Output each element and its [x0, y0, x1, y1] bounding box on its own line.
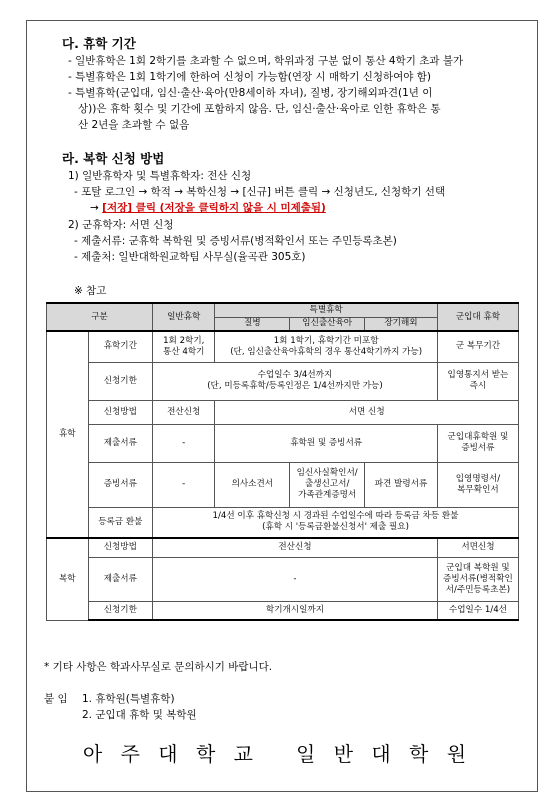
attachment-1: 1. 휴학원(특별휴학) [82, 693, 175, 705]
return-docs-main: - [153, 557, 438, 601]
method-general: 전산신청 [153, 400, 215, 424]
method-special: 서면 신청 [215, 400, 519, 424]
attachment-label: 붙 임 [44, 693, 68, 705]
docs-military: 군입대휴학원 및 증빙서류 [437, 424, 518, 462]
arrow: → [90, 202, 99, 214]
return-method-military: 서면신청 [437, 538, 518, 557]
return-label-docs: 제출서류 [88, 557, 152, 601]
return-line-1: 1) 일반휴학자 및 특별휴학자: 전산 신청 [68, 170, 252, 182]
header-overseas: 장기해외 [365, 317, 438, 331]
evidence-disease: 의사소견서 [215, 462, 290, 507]
return-line-4: 2) 군휴학자: 서면 신청 [68, 219, 174, 231]
header-general: 일반휴학 [153, 303, 215, 331]
row-label-method: 신청방법 [88, 400, 152, 424]
deadline-military: 입영통지서 받는 즉시 [437, 362, 518, 400]
return-line-2: - 포탈 로그인 → 학적 → 복학신청 → [신규] 버튼 클릭 → 신청년도, 신청학기 선택 [74, 186, 446, 198]
return-label-method: 신청방법 [88, 538, 152, 557]
period-military: 군 복무기간 [437, 331, 518, 362]
return-deadline-main: 학기개시일까지 [153, 601, 438, 620]
leave-period-line-4: 상))은 휴학 횟수 및 기간에 포함하지 않음. 단, 임신·출산·육아로 인한 휴학은 통 [78, 103, 441, 115]
row-label-deadline: 신청기한 [88, 362, 152, 400]
return-docs-military: 군입대 복학원 및 증빙서류(병적확인 서/주민등록초본) [437, 557, 518, 601]
save-warning: [저장] 클릭 (저장을 클릭하지 않을 시 미제출됨) [102, 202, 326, 214]
refund-text: 1/4선 이후 휴학신청 시 경과된 수업일수에 따라 등록금 차등 환불 (휴학 시 '등록금환불신청서' 제출 필요) [153, 507, 519, 538]
evidence-general: - [153, 462, 215, 507]
header-gubun: 구분 [47, 303, 153, 331]
evidence-pregnancy: 임신사실확인서/ 출생신고서/ 가족관계증명서 [290, 462, 365, 507]
group-return: 복학 [47, 538, 89, 620]
row-label-evidence: 증빙서류 [88, 462, 152, 507]
section-title-return: 라. 복학 신청 방법 [62, 151, 165, 166]
issuer-signature: 아 주 대 학 교 일 반 대 학 원 [82, 742, 473, 766]
header-disease: 질병 [215, 317, 290, 331]
footer-note: * 기타 사항은 학과사무실로 문의하시기 바랍니다. [44, 661, 273, 673]
return-deadline-military: 수업일수 1/4선 [437, 601, 518, 620]
row-label-docs: 제출서류 [88, 424, 152, 462]
leave-period-line-1: - 일반휴학은 1회 2학기를 초과할 수 없으며, 학위과정 구분 없이 통산 4학기 초과 불가 [68, 55, 464, 67]
attachment-2: 2. 군입대 휴학 및 복학원 [82, 709, 197, 721]
return-line-3 [90, 200, 326, 215]
reference-note: ※ 참고 [74, 285, 107, 297]
section-title-leave-period: 다. 휴학 기간 [62, 36, 136, 51]
return-label-deadline: 신청기한 [88, 601, 152, 620]
leave-period-line-3: - 특별휴학(군입대, 임신·출산·육아(만8세이하 자녀), 질병, 장기해외파견(1년 이 [68, 87, 433, 99]
period-general: 1회 2학기, 통산 4학기 [153, 331, 215, 362]
leave-return-table [46, 302, 519, 621]
row-label-period: 휴학기간 [88, 331, 152, 362]
row-label-refund: 등록금 환불 [88, 507, 152, 538]
return-line-5: - 제출서류: 군휴학 복학원 및 증빙서류(병적확인서 또는 주민등록초본) [74, 235, 397, 247]
header-special: 특별휴학 [215, 303, 437, 317]
return-method-main: 전산신청 [153, 538, 438, 557]
group-leave: 휴학 [47, 331, 89, 538]
deadline-main: 수업일수 3/4선까지 (단, 미등록휴학/등록인정은 1/4선까지만 가능) [153, 362, 438, 400]
docs-special: 휴학원 및 증빙서류 [215, 424, 437, 462]
leave-period-line-2: - 특별휴학은 1회 1학기에 한하여 신청이 가능함(연장 시 매학기 신청하여야 함) [68, 71, 432, 83]
leave-period-line-5: 산 2년을 초과할 수 없음 [78, 119, 190, 131]
evidence-overseas: 파견 발령서류 [365, 462, 438, 507]
period-special: 1회 1학기, 휴학기간 미포함 (단, 임신출산육아휴학의 경우 통산4학기까지 가능) [215, 331, 437, 362]
header-pregnancy: 임신출산육아 [290, 317, 365, 331]
docs-general: - [153, 424, 215, 462]
evidence-military: 입영명령서/ 복무확인서 [437, 462, 518, 507]
header-military: 군입대 휴학 [437, 303, 518, 331]
return-line-6: - 제출처: 일반대학원교학팀 사무실(율곡관 305호) [74, 251, 306, 263]
